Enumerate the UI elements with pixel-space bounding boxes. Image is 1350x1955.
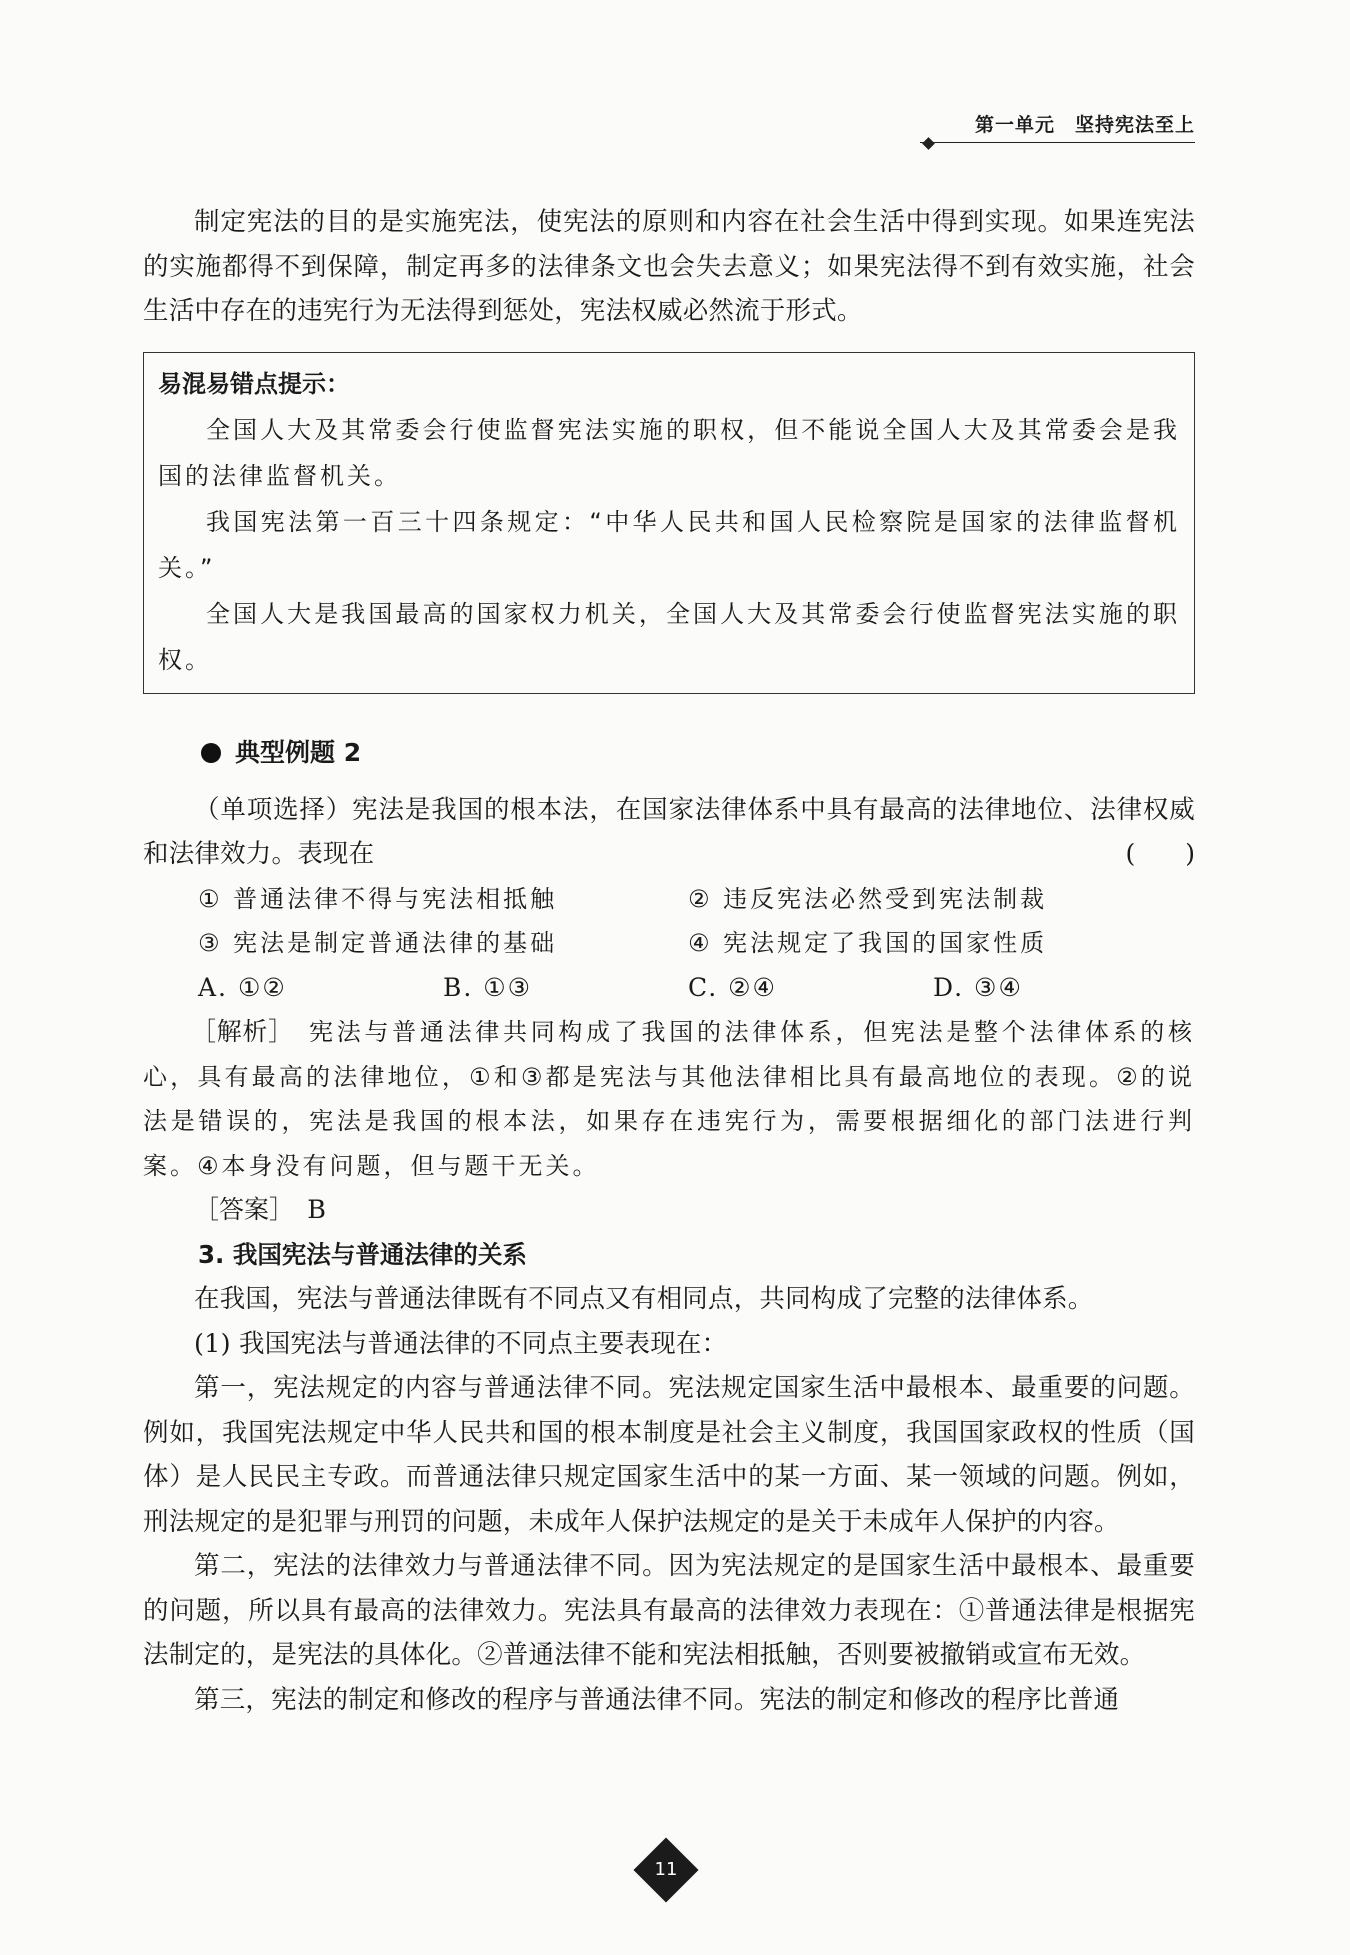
section-paragraph: 第三，宪法的制定和修改的程序与普通法律不同。宪法的制定和修改的程序比普通 (194, 1684, 1120, 1715)
example-question (143, 788, 1195, 877)
tip-box-title: 易混易错点提示： (158, 369, 350, 398)
question-text: （单项选择）宪法是我国的根本法，在国家法律体系中具有最高的法律地位、法律权威和法律效力。表现在 (143, 794, 1195, 869)
tip-paragraph: 全国人大及其常委会行使监督宪法实施的职权，但不能说全国人大及其常委会是我国的法律监督机关。 (158, 415, 1180, 490)
answer-label: ［答案］ (194, 1195, 282, 1224)
tip-paragraph: 全国人大是我国最高的国家权力机关，全国人大及其常委会行使监督宪法实施的职权。 (158, 599, 1180, 674)
analysis-label: ［解析］ (191, 1017, 282, 1046)
choice-item: B. ①③ (443, 972, 533, 1002)
running-header-title: 第一单元 坚持宪法至上 (974, 114, 1195, 136)
bullet-dot-icon (201, 743, 221, 763)
choice-list (198, 966, 1195, 1011)
analysis-paragraph (143, 1010, 1195, 1188)
choice-item: A. ①② (198, 972, 287, 1002)
analysis-block (143, 1010, 1195, 1188)
example-heading (143, 726, 1195, 780)
option-item: ③ 宪法是制定普通法律的基础 (198, 929, 558, 957)
answer-value: B (307, 1195, 327, 1225)
page-content (143, 200, 1195, 1722)
section-title: 3. 我国宪法与普通法律的关系 (198, 1239, 527, 1269)
tip-paragraph: 我国宪法第一百三十四条规定：“中华人民共和国人民检察院是国家的法律监督机关。” (158, 507, 1180, 582)
choice-item: D. ③④ (933, 972, 1023, 1002)
option-item: ② 违反宪法必然受到宪法制裁 (688, 884, 1048, 913)
choice-item: C. ②④ (688, 972, 777, 1002)
section-paragraph: (1) 我国宪法与普通法律的不同点主要表现在： (194, 1328, 728, 1359)
intro-paragraph: 制定宪法的目的是实施宪法，使宪法的原则和内容在社会生活中得到实现。如果连宪法的实施都得不到保障，制定再多的法律条文也会失去意义；如果宪法得不到有效实施，社会生活中存在的违宪行为无法得到惩处，宪法权威必然流于形式。 (143, 207, 1195, 326)
answer-blank: ( ) (1125, 839, 1195, 868)
section-paragraph: 第二，宪法的法律效力与普通法律不同。因为宪法规定的是国家生活中最根本、最重要的问题，所以具有最高的法律效力。宪法具有最高的法律效力表现在：①普通法律是根据宪法制定的，是宪法的具体化。②普通法律不能和宪法相抵触，否则要被撤销或宣布无效。 (143, 1551, 1195, 1670)
example-heading-text: 典型例题 2 (235, 737, 362, 767)
section-paragraph: 第一，宪法规定的内容与普通法律不同。宪法规定国家生活中最根本、最重要的问题。例如，我国宪法规定中华人民共和国的根本制度是社会主义制度，我国国家政权的性质（国体）是人民民主专政。而普通法律只规定国家生活中的某一方面、某一领域的问题。例如，刑法规定的是犯罪与刑罚的问题，未成年人保护法规定的是关于未成年人保护的内容。 (143, 1373, 1195, 1537)
analysis-text: 宪法与普通法律共同构成了我国的法律体系，但宪法是整个法律体系的核心，具有最高的法律地位，①和③都是宪法与其他法律相比具有最高地位的表现。②的说法是错误的，宪法是我国的根本法，如果存在违宪行为，需要根据细化的部门法进行判案。④本身没有问题，但与题干无关。 (143, 1018, 1196, 1180)
option-item: ① 普通法律不得与宪法相抵触 (198, 884, 558, 913)
option-item: ④ 宪法规定了我国的国家性质 (688, 929, 1048, 957)
answer-line (143, 1188, 1195, 1233)
page-number: 11 (654, 1859, 678, 1880)
tip-box (143, 352, 1195, 694)
section-paragraph: 在我国，宪法与普通法律既有不同点又有相同点，共同构成了完整的法律体系。 (194, 1284, 1094, 1314)
running-header (920, 108, 1195, 143)
diamond-bullet-icon (922, 137, 935, 150)
option-list (198, 877, 1195, 966)
